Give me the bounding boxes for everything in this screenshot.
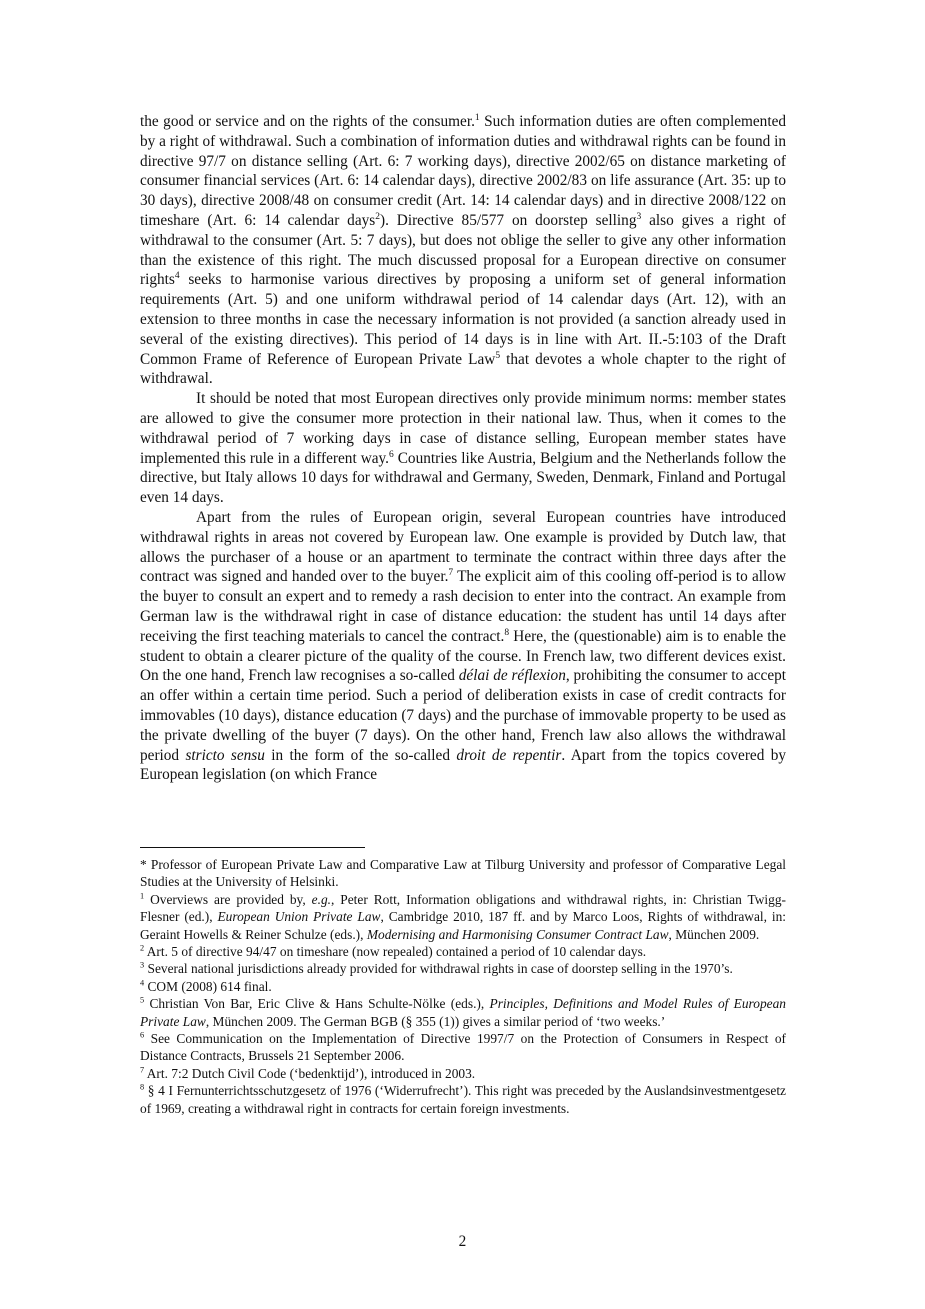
text-run: . Apart from the topics covered by European legislation (on which France (140, 746, 786, 784)
footnote (140, 1082, 786, 1117)
footnote (140, 856, 786, 891)
text-run: * Professor of European Private Law and Comparative Law at Tilburg University and professor of Comparative Legal Studies at the University of Helsinki. (140, 857, 786, 890)
footnote-marker: 2 (375, 211, 380, 222)
text-run: the good or service and on the rights of the consumer. (140, 113, 475, 130)
footnote-marker: 4 (174, 271, 180, 282)
text-run: Art. 5 of directive 94/47 on timeshare (now repealed) contained a period of 10 calendar days. (144, 944, 647, 960)
footnote-marker: 7 (448, 568, 454, 579)
footnote (140, 943, 786, 960)
text-run: § 4 I Fernunterrichtsschutzgesetz of 1976 (‘Widerrufrecht’). This right was preceded by the Auslandsinvestmentgesetz of 1969, creating a withdrawal right in contracts for certain foreign investments. (140, 1083, 786, 1116)
footnote (140, 995, 786, 1030)
text-run: ). Directive 85/577 on doorstep selling (379, 211, 637, 229)
text-run: Here, the (questionable) aim is to enable the student to obtain a clearer picture of the quality of the course. In French law, two different devices exist. On the one hand, French law recognises a so-called (140, 627, 786, 685)
text-run: , München 2009. (668, 926, 760, 942)
text-run: The explicit aim of this cooling off-period is to allow the buyer to consult an expert and to remedy a rash decision to enter into the contract. An example from German law is the withdrawal right in case of distance education: the student has until 14 days after receiving the first teaching materials to cancel the contract. (140, 568, 787, 645)
body-text (140, 112, 786, 785)
footnote-marker: 5 (140, 995, 145, 1005)
text-run: also gives a right of withdrawal to the consumer (Art. 5: 7 days), but does not oblige the seller to give any other information than the existence of this right. The much discussed proposal for a European directive on consumer rights (140, 211, 786, 289)
footnotes (140, 856, 786, 1117)
footnote-separator (140, 847, 365, 848)
paragraph (140, 112, 786, 389)
italic-text: European Union Private Law (217, 909, 381, 925)
footnote-marker: 6 (140, 1030, 145, 1040)
text-run: that devotes a whole chapter to the right of withdrawal. (140, 350, 786, 388)
footnote-marker: 8 (504, 627, 510, 638)
footnote (140, 1030, 786, 1065)
text-run: Such information duties are often complemented by a right of withdrawal. Such a combination of information duties and withdrawal rights can be found in directive 97/7 on distance selling (Art. 6: 7 working days), directive 2002/65 on distance marketing of consumer financial services (Art. 6: 14 calendar days), directive 2002/83 on life assurance (Art. 35: up to 30 days), directive 2008/48 on consumer credit (Art. 14: 14 calendar days) and in directive 2008/122 on timeshare (Art. 6: 14 calendar days (140, 113, 787, 229)
text-run: It should be noted that most European directives only provide minimum norms: member states are allowed to give the consumer more protection in their national law. Thus, when it comes to the withdrawal period of 7 working days in case of distance selling, European member states have implemented this rule in a different way. (140, 390, 786, 467)
footnote-marker: 3 (636, 211, 642, 222)
footnote-marker: 1 (140, 891, 145, 901)
italic-text: Modernising and Harmonising Consumer Contract Law (366, 926, 669, 942)
footnote (140, 978, 786, 995)
text-run: , Peter Rott, Information obligations and withdrawal rights, in: Christian Twigg-Flesner (ed.), (140, 891, 786, 925)
footnote-marker: 1 (474, 112, 480, 123)
text-run: , prohibiting the consumer to accept an offer within a certain time period. Such a period of deliberation exists in case of credit contracts for immovables (10 days), distance education (7 days) and the purchase of immovable property to be used as the private dwelling of the buyer (7 days). On the other hand, French law also allows the withdrawal period (140, 667, 787, 764)
text-run: Several national jurisdictions already provided for withdrawal rights in case of doorstep selling in the 1970’s. (144, 961, 733, 977)
footnote-marker: 2 (140, 943, 145, 953)
page-number: 2 (458, 1233, 467, 1250)
text-run: COM (2008) 614 final. (144, 978, 272, 994)
italic-text: délai de réflexion (458, 667, 566, 685)
text-run: Overviews are provided by, (144, 891, 312, 907)
footnote-marker: 4 (140, 978, 145, 988)
footnote (140, 960, 786, 977)
footnote-marker: 6 (389, 449, 394, 460)
text-run: in the form of the so-called (264, 746, 457, 764)
footnote-marker: 8 (140, 1082, 145, 1092)
italic-text: stricto sensu (185, 746, 265, 764)
text-run: Apart from the rules of European origin, several European countries have introduced withdrawal rights in areas not covered by European law. One example is provided by Dutch law, that allows the purchaser of a house or an apartment to terminate the contract within three days after the contract was signed and handed over to the buyer. (140, 508, 786, 586)
paragraph (140, 508, 786, 785)
italic-text: droit de repentir (456, 746, 562, 764)
text-run: seeks to harmonise various directives by proposing a uniform set of general information requirements (Art. 5) and one uniform withdrawal period of 14 calendar days (Art. 12), with an extension to three months in case the necessary information is not provided (a sanction already used in several of the existing directives). This period of 14 days is in line with Art. II.-5:103 of the Draft Common Frame of Reference of European Private Law (140, 271, 786, 368)
footnote-marker: 7 (140, 1065, 145, 1075)
text-run: , München 2009. The German BGB (§ 355 (1)) gives a similar period of ‘two weeks.’ (205, 1013, 666, 1029)
italic-text: e.g. (311, 891, 331, 907)
text-run: Countries like Austria, Belgium and the Netherlands follow the directive, but Italy allows 10 days for withdrawal and Germany, Sweden, Denmark, Finland and Portugal even 14 days. (140, 449, 786, 507)
text-run: , Cambridge 2010, 187 ff. and by Marco Loos, Rights of withdrawal, in: Geraint Howells & Reiner Schulze (eds.), (140, 909, 786, 942)
italic-text: Principles, Definitions and Model Rules of European Private Law (140, 996, 786, 1029)
text-run: See Communication on the Implementation of Directive 1997/7 on the Protection of Consumers in Respect of Distance Contracts, Brussels 21 September 2006. (140, 1031, 786, 1064)
text-run: Art. 7:2 Dutch Civil Code (‘bedenktijd’), introduced in 2003. (144, 1065, 476, 1081)
text-run: Christian Von Bar, Eric Clive & Hans Schulte-Nölke (eds.), (144, 996, 490, 1012)
footnote (140, 891, 786, 943)
footnote-marker: 5 (495, 350, 501, 361)
paragraph (140, 389, 786, 508)
footnote-marker: 3 (140, 960, 145, 970)
footnote (140, 1065, 786, 1082)
